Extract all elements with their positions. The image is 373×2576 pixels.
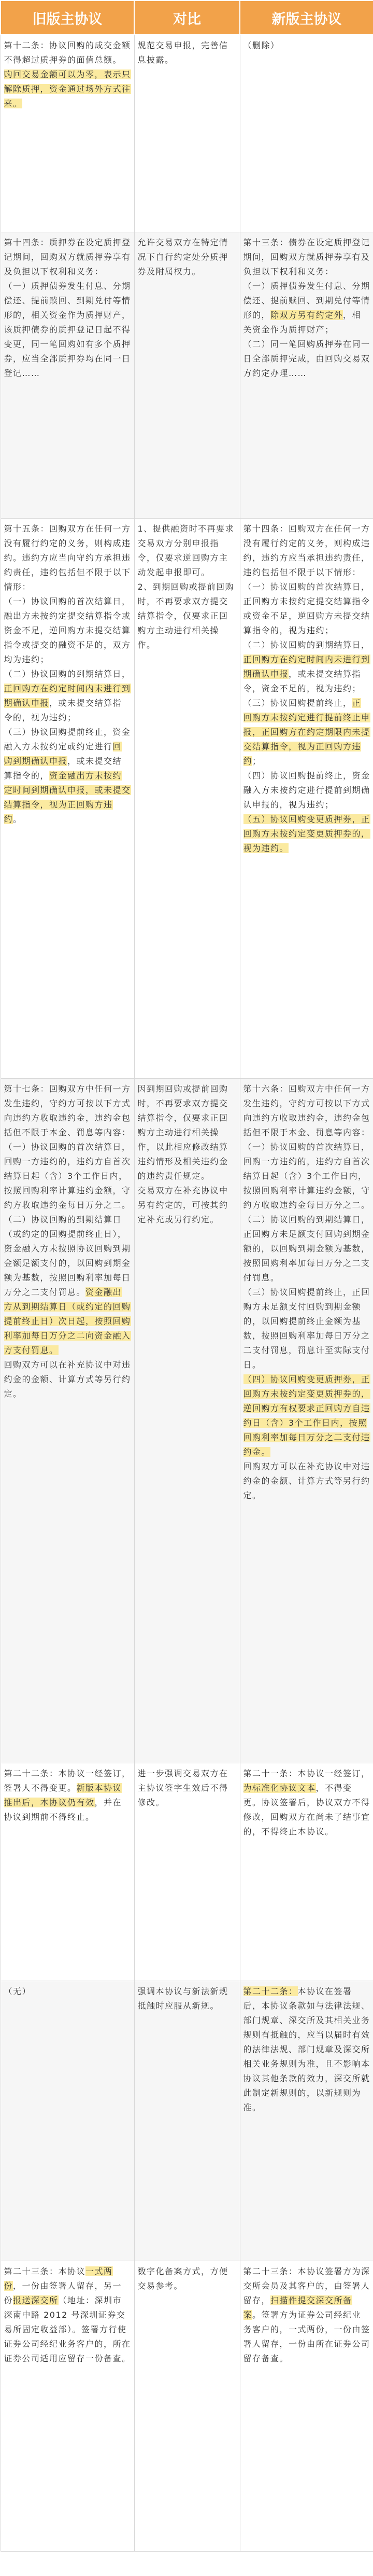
- highlighted-text: 扫描件提交深交所备案: [243, 2295, 352, 2320]
- clause-text: （三）协议回购提前终止，: [243, 698, 352, 708]
- clause-paragraph: [243, 38, 370, 53]
- header-comparison: 对比: [134, 1, 240, 35]
- clause-paragraph: [243, 1459, 370, 1503]
- highlighted-text: 资金融出方未按约定时间到期确认申报，或未提交结算指令，视为正回购方违约: [4, 770, 131, 824]
- old-clause-cell: [1, 1981, 134, 2261]
- clause-paragraph: [243, 337, 370, 381]
- clause-paragraph: [243, 1766, 370, 1839]
- clause-paragraph: [4, 667, 131, 725]
- clause-paragraph: [4, 594, 131, 667]
- new-clause-cell: [240, 232, 373, 518]
- clause-paragraph: [4, 279, 131, 381]
- clause-text: （四）协议回购提前终止，资金融入方未按约定进行提前到期确认申报的，视为违约；: [243, 770, 370, 810]
- clause-paragraph: [243, 2264, 370, 2366]
- clause-text: （删除）: [243, 40, 280, 50]
- header-old-agreement: 旧版主协议: [1, 1, 134, 35]
- clause-text: 交易双方在补充协议中另有约定的，可按其约定补充或另行约定。: [137, 1185, 228, 1224]
- clause-text: （三）协议回购提前终止，资金融入方未按约定或约定进行: [4, 727, 131, 751]
- clause-text: ，不得变更。协议签署后，协议双方不得修改，回购双方在尚未了结事宜的，不得终止本协议。: [243, 1783, 370, 1836]
- table-row: [1, 518, 373, 1078]
- comparison-cell: [134, 2261, 240, 2551]
- clause-paragraph: [138, 1766, 237, 1810]
- clause-paragraph: [138, 580, 237, 652]
- highlighted-text: 回购到期确认申报: [4, 741, 122, 766]
- clause-text: 回购双方可以在补充协议中对违约金的金额、计算方式等另行约定。: [243, 1461, 370, 1500]
- clause-text: （二）协议回购的到期结算日，: [243, 639, 370, 650]
- old-clause-cell: [1, 518, 134, 1078]
- clause-text: 。签署方为证券公司经纪业务客户的，一式两份，一份由签署人留存，一份由所在证券公司留存备查。: [243, 2309, 370, 2363]
- header-row: [1, 1, 373, 35]
- clause-text: 数字化备案方式，方便交易参考。: [137, 2266, 228, 2291]
- highlighted-text: 正回购方在约定时间内未进行到期确认申报: [243, 654, 370, 679]
- clause-paragraph: [138, 522, 237, 580]
- new-clause-cell: [240, 2261, 373, 2551]
- new-clause-cell: [240, 35, 373, 232]
- clause-text: 本协议在签署后，本协议条款如与法律法规、部门规章、深交所及其相关业务规则有抵触的，应当以届时有效的法律法规、部门规章及深交所相关业务规则为准，且不影响本协议其他条款的效力，深交所就此制定新规则的，以新规则为准。: [243, 1986, 370, 2112]
- old-clause-cell: [1, 2261, 134, 2551]
- new-clause-cell: [240, 518, 373, 1078]
- clause-text: 第十四条：回购双方在任何一方没有履行约定的义务，则构成违约，违约方应当承担违约责任，违约包括但不限于以下情形：: [243, 523, 370, 577]
- clause-text: 第二十一条：本协议一经签订，: [243, 1768, 370, 1778]
- new-clause-cell: [240, 1763, 373, 1981]
- clause-text: （一）协议回购的首次结算日，回购一方违约的，违约方自首次结算日起（含）3个工作日内，按照回购利率计算违约金额，守约方收取违约金每日万分之二。: [4, 1141, 131, 1210]
- clause-paragraph: [4, 38, 131, 67]
- clause-text: （地址：深圳市深南中路 2012 号深圳证券交易所固定收益部）。签署方行使证券公司经纪业务客户的，所在证券公司适用应留存一份备查。: [4, 2295, 131, 2363]
- clause-text: （一）协议回购的首次结算日，融出方未按约定提交结算指令或资金不足，逆回购方未提交结算指令或提交的融资不足的，双方均为违约；: [4, 596, 131, 664]
- clause-text: 第二十三条：本协议签署方为深交所会员及其客户的，由签署人留存，: [243, 2266, 370, 2305]
- highlighted-text: 正回购方在约定时间内未进行到期确认申报: [4, 683, 131, 708]
- clause-paragraph: [243, 1213, 370, 1285]
- clause-text: ，或未提交结算指令，资金不足的，视为违约；: [243, 669, 362, 693]
- clause-text: 第十五条：回购双方在任何一方没有履行约定的义务，则构成违约。违约方应当向守约方承担违约责任，违约包括但不限于以下情形：: [4, 523, 131, 592]
- highlighted-text: 正回购方未按约定进行提前终止申报，正回购方在约定期限内未提交结算指令，视为正回购方违约: [243, 698, 370, 766]
- clause-text: （一）质押债券发生付息、分期偿还、提前赎回、到期兑付等情形的，相关资金作为质押财产，该质押债券的质押登记日起不得变更，同一笔回购如有多个质押券，应当全部质押券均在同一日登记……: [4, 281, 131, 378]
- clause-paragraph: [4, 1984, 131, 1999]
- highlighted-text: 报送深交所: [13, 2295, 59, 2305]
- clause-paragraph: [243, 522, 370, 580]
- clause-text: 1、提供融资时不再要求交易双方分别申报指令，仅要求逆回购方主动发起申报即可。: [137, 523, 235, 577]
- highlighted-text: （五）协议回购变更质押券，正回购方未按约定变更质押券的，视为违约。: [243, 814, 370, 853]
- clause-text: 强调本协议与新法新规抵触时应服从新规。: [137, 1986, 228, 2011]
- highlighted-text: 购回交易金额可以为零，表示只解除质押，资金通过场外方式往来。: [4, 69, 131, 108]
- highlighted-text: 一式两份: [4, 2266, 113, 2291]
- table-row: [1, 35, 373, 232]
- clause-paragraph: [243, 1140, 370, 1213]
- clause-paragraph: [4, 1213, 131, 1358]
- clause-text: （二）同一笔回购质押券在同一日全部质押完成，由回购交易双方约定办理……: [243, 339, 370, 378]
- clause-text: 第十七条：回购双方中任何一方发生违约，守约方可按以下方式向违约方收取违约金，违约金包括但不限于本金、罚息等内容：: [4, 1083, 131, 1137]
- clause-text: 第十三条：债券在设定质押登记期间，回购双方就质押券享有及负担以下权利和义务：: [243, 237, 370, 276]
- clause-text: （二）协议回购的到期结算日（或约定的回购提前终止日），资金融入方未按照协议回购到期金额足额支付的，以回购到期金额为基数，按照回购利率加每日万分之二支付罚息。: [4, 1214, 131, 1297]
- clause-text: 因到期回购或提前回购时，不再要求双方提交结算指令，仅要求正回购方主动进行相关操作，以此相应修改结算违约情形及相关违约金的违约责任规定。: [137, 1083, 228, 1181]
- clause-text: （一）质押债券发生付息、分期偿还、提前赎回、到期兑付等情形的，: [243, 281, 370, 320]
- clause-text: 进一步强调交易双方在主协议签字生效后不得修改。: [137, 1768, 228, 1807]
- highlighted-text: 除双方另有约定外: [270, 310, 343, 320]
- clause-text: ，或未提交结算指令的，: [4, 756, 122, 781]
- clause-paragraph: [243, 638, 370, 696]
- clause-text: 第二十二条：本协议一经签订，签署人不得变更。: [4, 1768, 131, 1793]
- old-clause-cell: [1, 1763, 134, 1981]
- clause-paragraph: [4, 1140, 131, 1213]
- clause-text: ；: [252, 756, 262, 766]
- clause-text: ，或未提交结算指令的，视为违约；: [4, 698, 122, 722]
- table-row: [1, 232, 373, 518]
- clause-text: ，一份由签署人留存，另一份: [4, 2280, 122, 2305]
- clause-text: 2、到期回购或提前回购时，不再要求双方提交结算指令，仅要求正回购方主动进行相关操作。: [137, 581, 235, 650]
- clause-text: ，相关资金作为质押财产；: [243, 310, 362, 335]
- new-clause-cell: [240, 1078, 373, 1763]
- clause-paragraph: [4, 2264, 131, 2366]
- clause-text: （一）协议回购的首次结算日，正回购方未按约定提交结算指令或资金不足，逆回购方未提交结算指令的，视为违约；: [243, 581, 370, 635]
- clause-paragraph: [243, 1082, 370, 1140]
- old-clause-cell: [1, 232, 134, 518]
- clause-text: 。: [13, 814, 22, 824]
- clause-text: 允许交易双方在特定情况下自行约定处分质押券及附属权力。: [137, 237, 228, 276]
- table-row: [1, 1763, 373, 1981]
- comparison-cell: [134, 35, 240, 232]
- clause-paragraph: [4, 1082, 131, 1140]
- new-clause-cell: [240, 1981, 373, 2261]
- clause-paragraph: [243, 1372, 370, 1459]
- clause-text: ，并在协议到期前不得终止。: [4, 1797, 122, 1822]
- clause-paragraph: [138, 1984, 237, 2013]
- clause-text: （三）协议回购提前终止，正回购方未足额支付回购到期金额的，以回购提前终止金额为基数，按照回购利率加每日万分之二支付罚息，罚息计至实际支付日。: [243, 1287, 370, 1370]
- clause-text: 第十四条：质押券在设定质押登记期间，回购双方就质押券享有及负担以下权利和义务：: [4, 237, 131, 276]
- clause-paragraph: [4, 235, 131, 279]
- clause-paragraph: [4, 1766, 131, 1825]
- clause-paragraph: [243, 580, 370, 638]
- clause-paragraph: [138, 38, 237, 67]
- clause-paragraph: [4, 67, 131, 111]
- clause-paragraph: [138, 235, 237, 279]
- clause-text: （二）协议回购的到期结算日，: [4, 669, 131, 679]
- clause-paragraph: [243, 279, 370, 337]
- table-row: [1, 1078, 373, 1763]
- highlighted-text: 为标准化协议文本: [243, 1783, 316, 1793]
- old-clause-cell: [1, 1078, 134, 1763]
- clause-paragraph: [243, 235, 370, 279]
- clause-text: 第十六条：回购双方中任何一方发生违约，守约方可按以下方式向违约方收取违约金，违约金包括但不限于本金、罚息等内容：: [243, 1083, 370, 1137]
- highlighted-text: 资金融出方从到期结算日（或约定的回购提前终止日）次日起，按照回购利率加每日万分之二向资金融入方支付罚息。: [4, 1287, 131, 1355]
- comparison-cell: [134, 1981, 240, 2261]
- table-row: [1, 1981, 373, 2261]
- clause-paragraph: [138, 1183, 237, 1227]
- highlighted-text: （四）协议回购变更质押券，正回购方未按约定变更质押券的，逆回购方有权要求正回购方自违约日（含）3个工作日内，按照回购利率加每日万分之二支付违约金。: [243, 1374, 370, 1457]
- clause-text: （无）: [4, 1986, 32, 1996]
- clause-text: 回购双方可以在补充协议中对违约金的金额、计算方式等另行约定。: [4, 1359, 131, 1399]
- clause-paragraph: [4, 1358, 131, 1401]
- highlighted-text: 第二十二条：: [243, 1986, 298, 1996]
- header-new-agreement: 新版主协议: [240, 1, 373, 35]
- clause-paragraph: [4, 725, 131, 827]
- comparison-cell: [134, 232, 240, 518]
- clause-paragraph: [243, 769, 370, 812]
- clause-paragraph: [243, 1984, 370, 2115]
- comparison-cell: [134, 1078, 240, 1763]
- highlighted-text: 新版本协议推出后，本协议仍有效: [4, 1783, 122, 1807]
- clause-paragraph: [4, 522, 131, 594]
- old-clause-cell: [1, 35, 134, 232]
- clause-paragraph: [243, 1285, 370, 1372]
- clause-text: 第二十三条：本协议: [4, 2266, 86, 2276]
- comparison-cell: [134, 518, 240, 1078]
- comparison-cell: [134, 1763, 240, 1981]
- clause-text: 规范交易申报，完善信息披露。: [137, 40, 228, 65]
- table-row: [1, 2261, 373, 2551]
- clause-paragraph: [138, 1082, 237, 1183]
- clause-text: 第十二条：协议回购的成交金额不得超过质押券的面值总额。: [4, 40, 131, 65]
- clause-paragraph: [243, 696, 370, 769]
- clause-paragraph: [243, 812, 370, 856]
- clause-paragraph: [138, 2264, 237, 2293]
- clause-text: （二）协议回购的到期结算日，正回购方未足额支付回购到期金额的，以回购到期金额为基数，按照回购利率加每日万分之二支付罚息。: [243, 1214, 370, 1283]
- clause-text: （一）协议回购的首次结算日，回购一方违约的，违约方自首次结算日起（含）3个工作日内，按照回购利率计算违约金额，守约方收取违约金每日万分之二。: [243, 1141, 370, 1210]
